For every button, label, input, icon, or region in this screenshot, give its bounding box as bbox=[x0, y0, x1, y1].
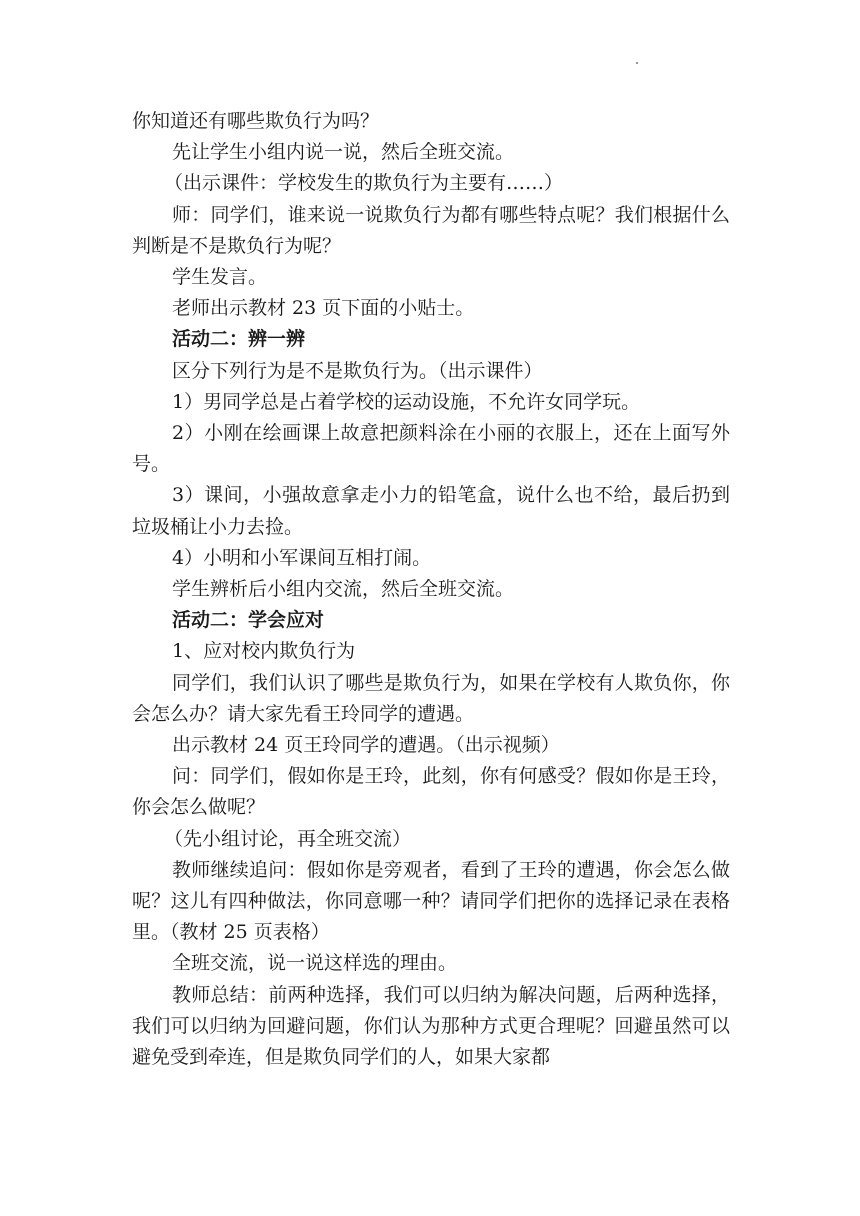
paragraph-question: 你知道还有哪些欺负行为吗？ bbox=[132, 110, 380, 132]
list-item-4: 4）小明和小军课间互相打闹。 bbox=[172, 546, 432, 569]
paragraph-intro-wangling: 同学们，我们认识了哪些是欺负行为，如果在学校有人欺负你，你会怎么办？请大家先看王玲同学的遭遇。 bbox=[132, 671, 730, 725]
document-body bbox=[132, 106, 730, 1073]
section-heading-activity-cope: 活动二：学会应对 bbox=[172, 609, 325, 632]
subheading-school-bullying: 1、应对校内欺负行为 bbox=[172, 640, 356, 663]
paragraph-student-speak: 学生发言。 bbox=[172, 266, 268, 289]
scan-dot-mark bbox=[636, 62, 638, 64]
paragraph-courseware-note: （出示课件：学校发生的欺负行为主要有……） bbox=[164, 172, 564, 195]
paragraph-show-video: 出示教材 24 页王玲同学的遭遇。（出示视频） bbox=[172, 734, 560, 757]
paragraph-teacher-question: 师：同学们，谁来说一说欺负行为都有哪些特点呢？我们根据什么判断是不是欺负行为呢？ bbox=[132, 203, 730, 257]
paragraph-teacher-summary: 教师总结：前两种选择，我们可以归纳为解决问题，后两种选择，我们可以归纳为回避问题，你们认为那种方式更合理呢？回避虽然可以避免受到牵连，但是欺负同学们的人，如果大家都 bbox=[132, 983, 730, 1069]
paragraph-tips: 老师出示教材 23 页下面的小贴士。 bbox=[172, 297, 475, 320]
paragraph-analysis-exchange: 学生辨析后小组内交流，然后全班交流。 bbox=[172, 578, 515, 601]
list-item-2: 2）小刚在绘画课上故意把颜料涂在小丽的衣服上，还在上面写外号。 bbox=[132, 422, 730, 476]
section-heading-activity-distinguish: 活动二：辨一辨 bbox=[172, 328, 306, 351]
paragraph-distinguish-instruction: 区分下列行为是不是欺负行为。（出示课件） bbox=[172, 359, 543, 382]
list-item-1: 1）男同学总是占着学校的运动设施，不允许女同学玩。 bbox=[172, 390, 641, 413]
paragraph-ask-feelings: 问：同学们，假如你是王玲，此刻，你有何感受？假如你是王玲，你会怎么做呢？ bbox=[132, 765, 730, 819]
paragraph-group-then-class: （先小组讨论，再全班交流） bbox=[164, 827, 412, 850]
paragraph-group-discussion: 先让学生小组内说一说，然后全班交流。 bbox=[172, 141, 515, 164]
list-item-3: 3）课间，小强故意拿走小力的铅笔盒，说什么也不给，最后扔到垃圾桶让小力去捡。 bbox=[132, 484, 730, 538]
paragraph-class-reasons: 全班交流，说一说这样选的理由。 bbox=[172, 952, 458, 975]
paragraph-bystander-question: 教师继续追问：假如你是旁观者，看到了王玲的遭遇，你会怎么做呢？这儿有四种做法，你同意哪一种？请同学们把你的选择记录在表格里。（教材 25 页表格） bbox=[132, 858, 730, 944]
